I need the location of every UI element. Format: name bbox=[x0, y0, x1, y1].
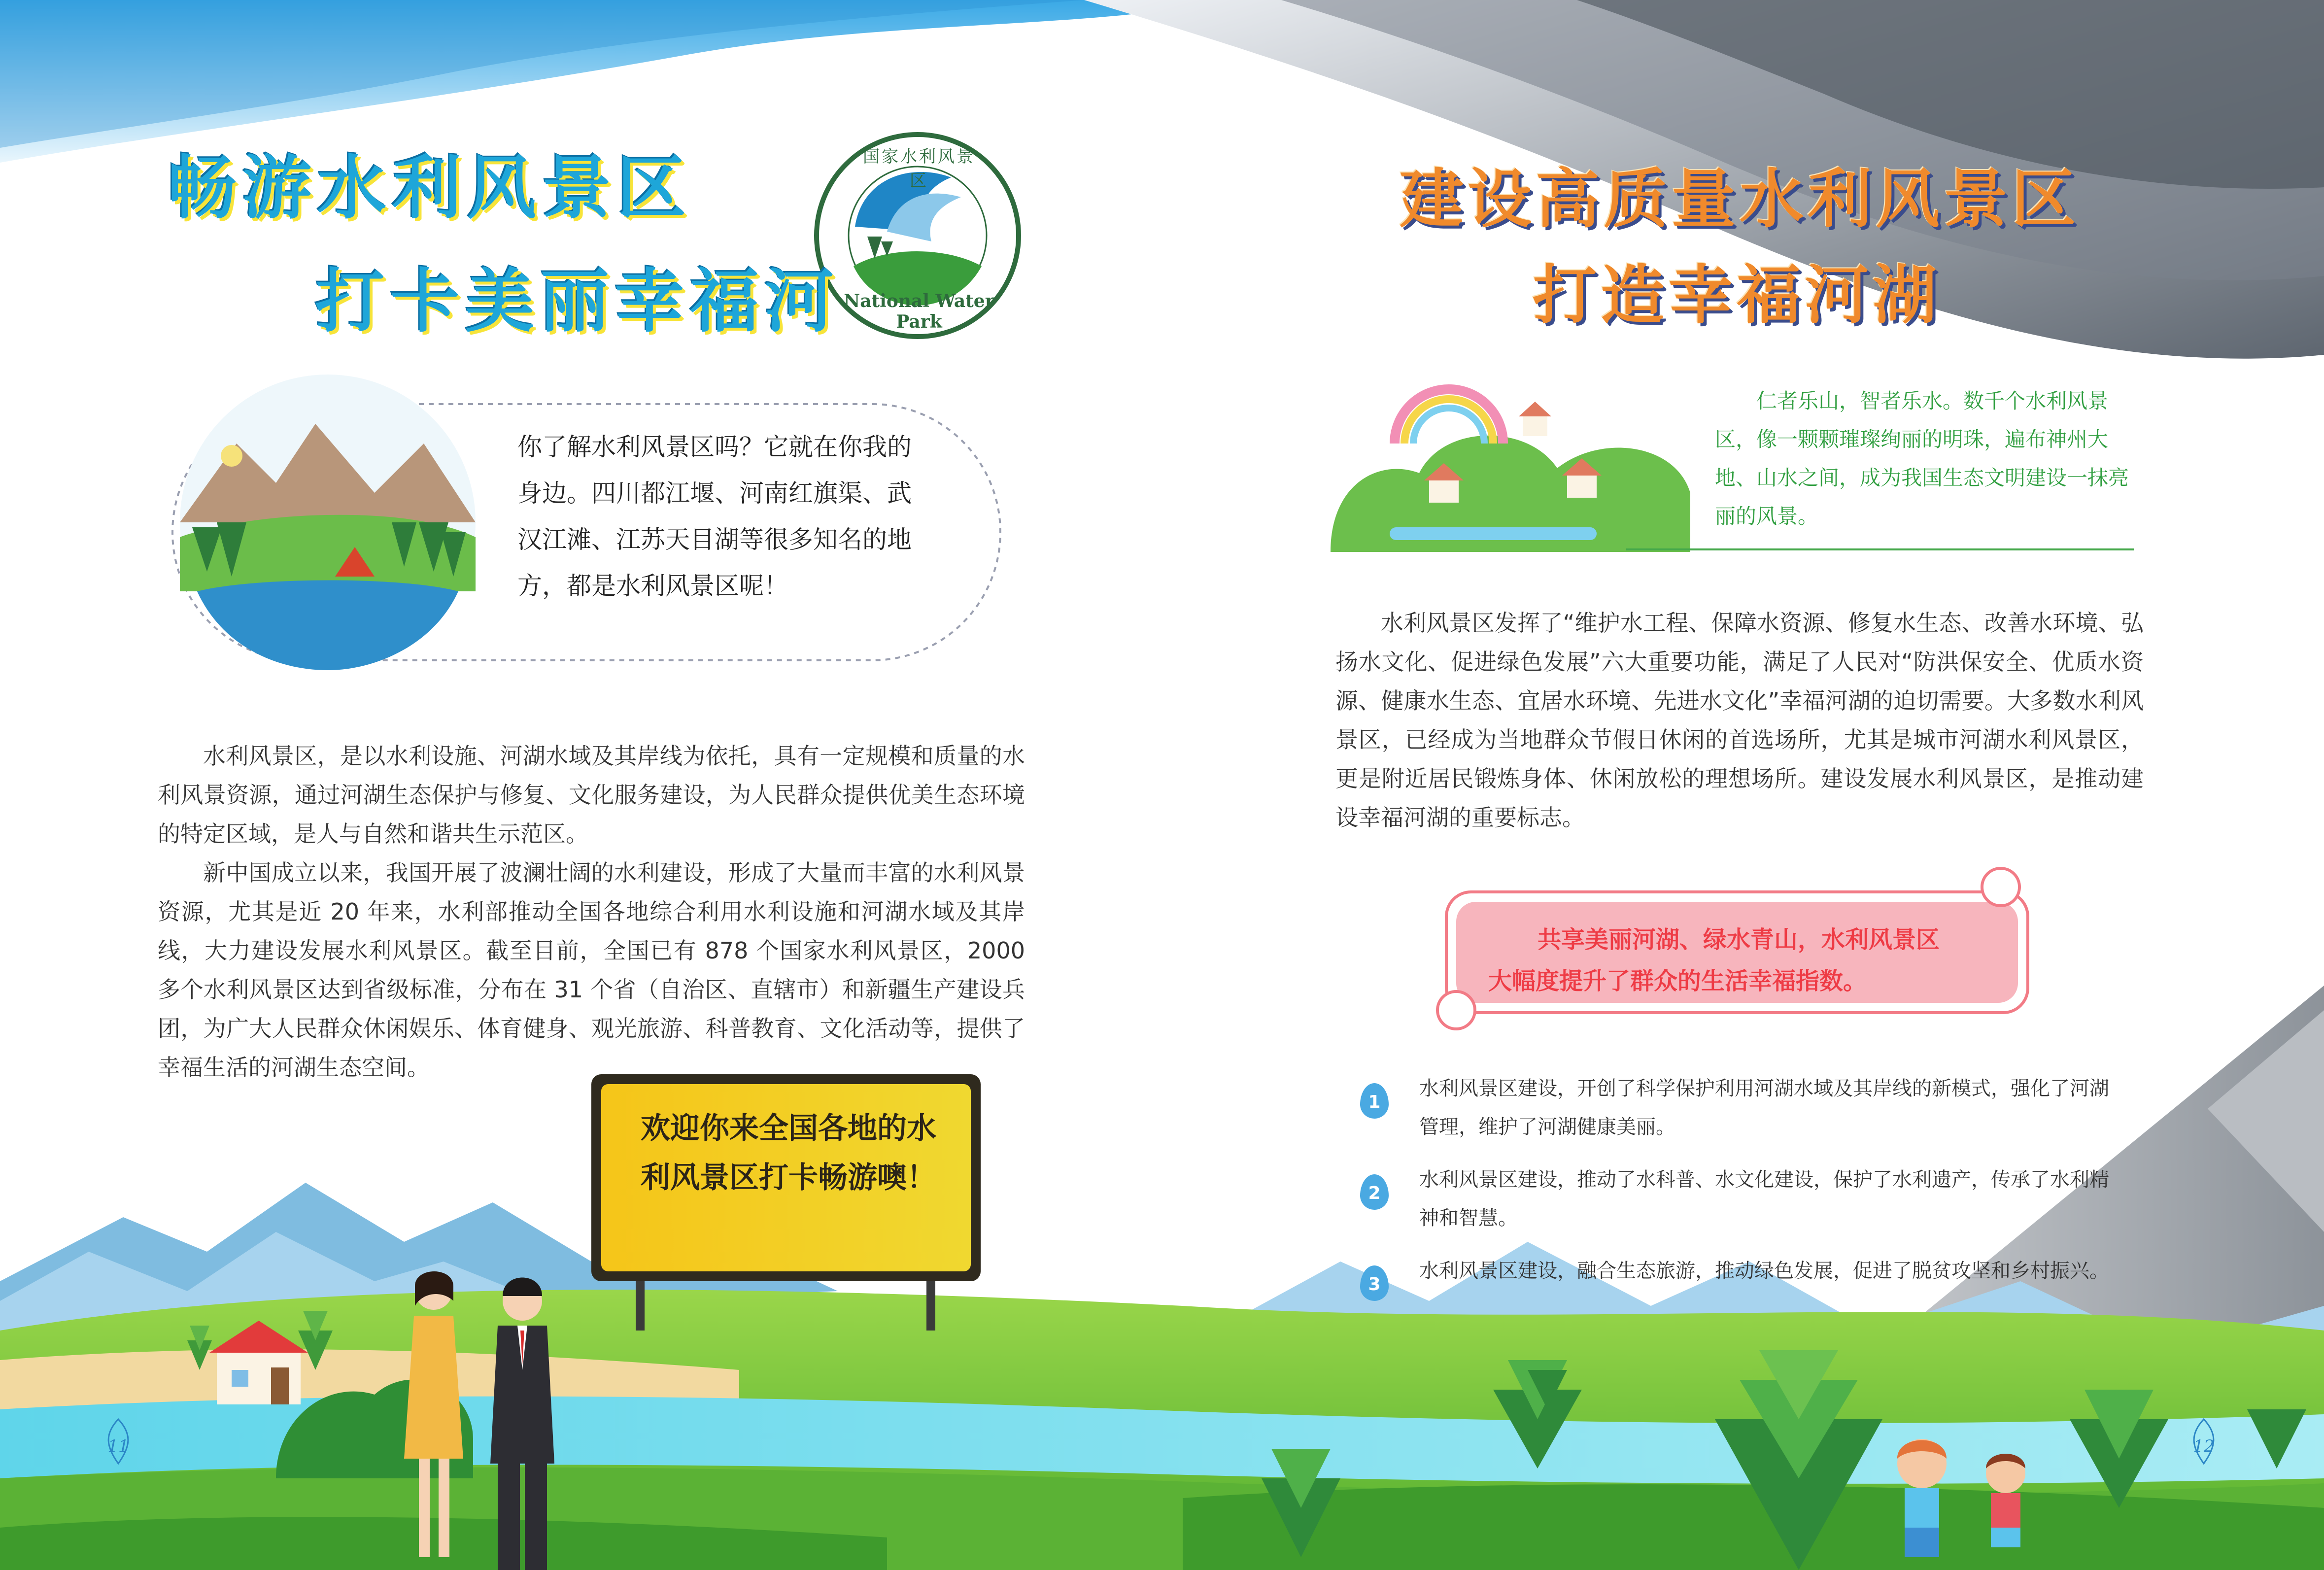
logo-cn-text: 国家水利风景区 bbox=[863, 147, 975, 191]
list-number-badge: 1 bbox=[1360, 1083, 1389, 1119]
list-item bbox=[1360, 1069, 2129, 1160]
list-item-text: 水利风景区建设，融合生态旅游，推动绿色发展，促进了脱贫攻坚和乡村振兴。 bbox=[1419, 1260, 2109, 1282]
banner-line-2: 大幅度提升了群众的生活幸福指数。 bbox=[1488, 967, 1867, 995]
left-title-line1: 畅游水利风景区 bbox=[168, 148, 692, 229]
banner-text bbox=[1488, 919, 2011, 1002]
page-number-right: 12 bbox=[2193, 1436, 2215, 1456]
left-body bbox=[158, 737, 1025, 1087]
intro-text: 你了解水利风景区吗？它就在你我的身边。四川都江堰、河南红旗渠、武汉江滩、江苏天目湖等很多知名的地方，都是水利风景区呢！ bbox=[517, 433, 912, 600]
benefit-list bbox=[1360, 1069, 2129, 1343]
banner-line-1: 共享美丽河湖、绿水青山，水利风景区 bbox=[1538, 926, 1940, 954]
right-title-line2: 打造幸福河湖 bbox=[1533, 258, 1941, 333]
list-item-text: 水利风景区建设，推动了水科普、水文化建设，保护了水利遗产，传承了水利精神和智慧。 bbox=[1419, 1168, 2109, 1229]
right-title-line1: 建设高质量水利风景区 bbox=[1400, 162, 2080, 237]
right-paragraph: 水利风景区发挥了“维护水工程、保障水资源、修复水生态、改善水环境、弘扬水文化、促进绿色发展”六大重要功能，满足了人民对“防洪保安全、优质水资源、健康水生态、宜居水环境、先进水文化”幸福河湖的迫切需要。大多数水利风景区，已经成为当地群众节假日休闲的首选场所，尤其是城市河湖水利风景区，更是附近居民锻炼身体、休闲放松的理想场所。建设发展水利风景区，是推动建设幸福河湖的重要标志。 bbox=[1335, 610, 2144, 831]
welcome-sign-text: 欢迎你来全国各地的水利风景区打卡畅游噢！ bbox=[641, 1111, 936, 1195]
list-number-badge: 2 bbox=[1360, 1174, 1389, 1210]
list-item bbox=[1360, 1160, 2129, 1252]
logo-en-text: National Water Park bbox=[844, 291, 994, 332]
right-quote: 仁者乐山，智者乐水。数千个水利风景区，像一颗颗璀璨绚丽的明珠，遍布神州大地、山水之间，成为我国生态文明建设一抹亮丽的风景。 bbox=[1715, 389, 2129, 528]
right-body bbox=[1335, 604, 2144, 837]
left-title-line2: 打卡美丽幸福河 bbox=[315, 262, 840, 342]
page-number-left: 11 bbox=[107, 1436, 129, 1456]
list-number-badge: 3 bbox=[1360, 1265, 1389, 1301]
left-paragraph-1: 水利风景区，是以水利设施、河湖水域及其岸线为依托，具有一定规模和质量的水利风景资源，通过河湖生态保护与修复、文化服务建设，为人民群众提供优美生态环境的特定区域，是人与自然和谐共生示范区。 bbox=[158, 743, 1025, 847]
list-item bbox=[1360, 1252, 2129, 1343]
list-item-text: 水利风景区建设，开创了科学保护利用河湖水域及其岸线的新模式，强化了河湖管理，维护了河湖健康美丽。 bbox=[1419, 1077, 2109, 1138]
left-paragraph-2: 新中国成立以来，我国开展了波澜壮阔的水利建设，形成了大量而丰富的水利风景资源，尤其是近 20 年来，水利部推动全国各地综合利用水利设施和河湖水域及其岸线，大力建设发展水利风景区。截至目前，全国已有 878 个国家水利风景区，2000 多个水利风景区达到省级标准，分布在 31 个省（自治区、直辖市）和新疆生产建设兵团，为广大人民群众休闲娱乐、体育健身、观光旅游、科普教育、文化活动等，提供了幸福生活的河湖生态空间。 bbox=[158, 859, 1025, 1081]
